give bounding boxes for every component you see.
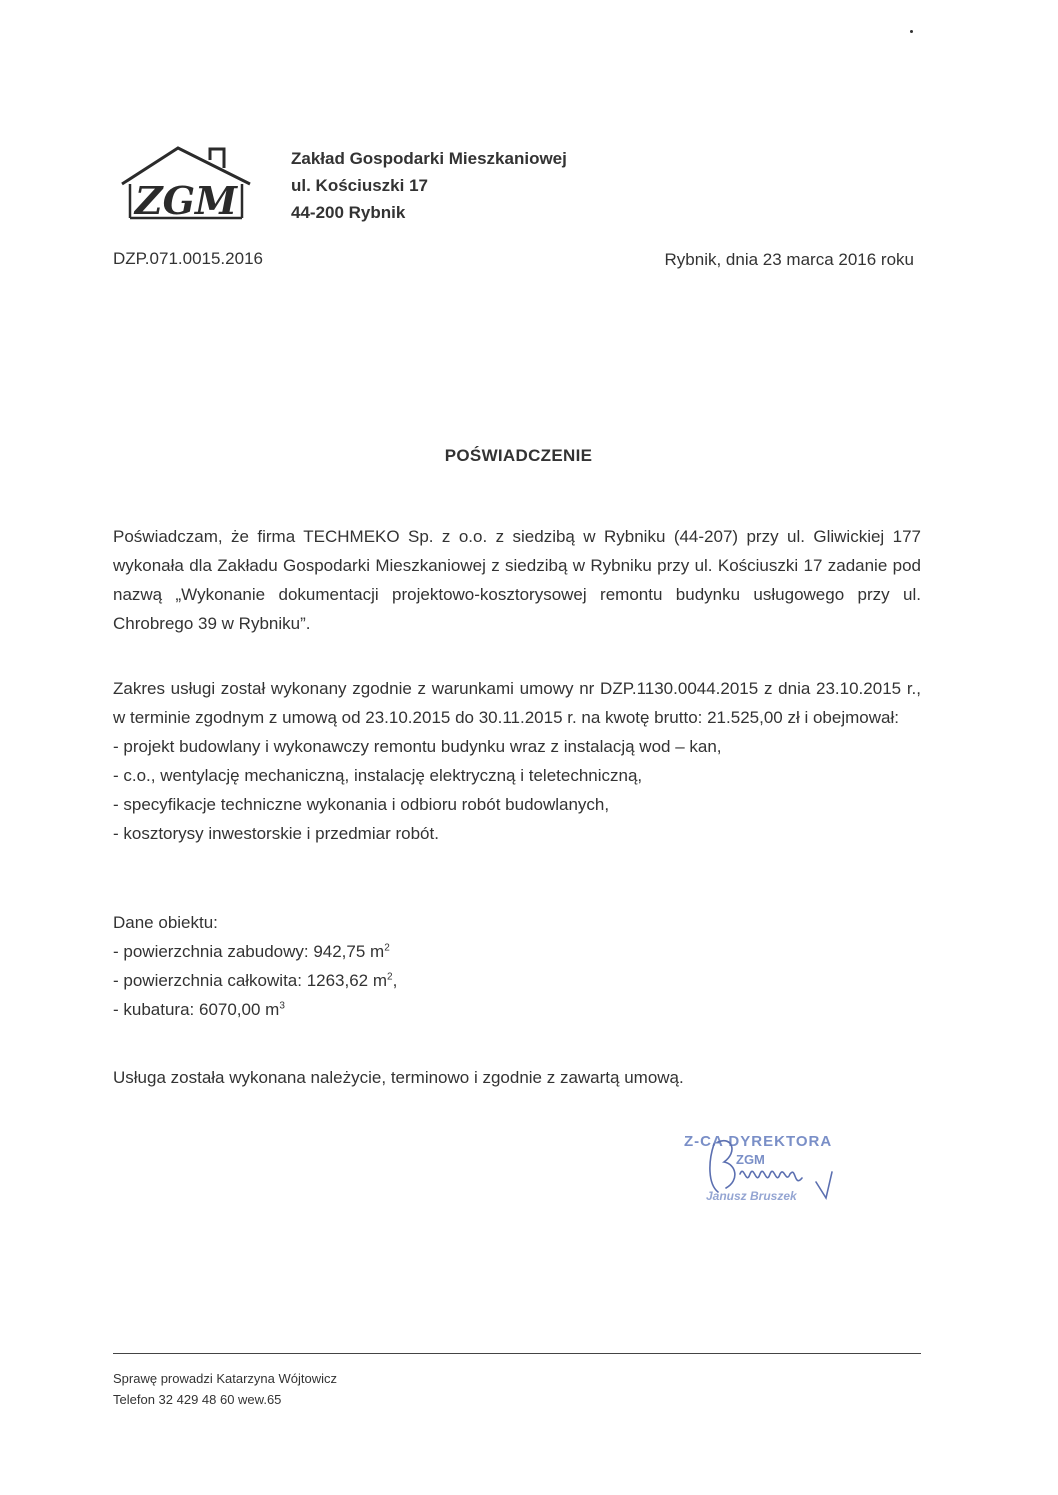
zgm-logo [118, 140, 260, 222]
list-item: - projekt budowlany i wykonawczy remontu budynku wraz z instalacją wod – kan, [113, 737, 722, 756]
list-item: - c.o., wentylację mechaniczną, instalację elektryczną i teletechniczną, [113, 766, 643, 785]
list-item: - kubatura: 6070,00 $m^3$ [113, 1000, 285, 1019]
reference-number: DZP.071.0015.2016 [113, 249, 263, 268]
list-item: - specyfikacje techniczne wykonania i odbioru robót budowlanych, [113, 795, 610, 814]
company-city: 44-200 Rybnik [291, 203, 406, 222]
signature-icon [666, 1122, 856, 1222]
house-logo-icon [118, 140, 260, 222]
company-name: Zakład Gospodarki Mieszkaniowej [291, 149, 567, 168]
stamp-title: Z-CA DYREKTORA [684, 1133, 833, 1150]
footer [113, 1368, 337, 1410]
list-item: - powierzchnia zabudowy: 942,75 $m^2$ [113, 942, 390, 961]
company-street: ul. Kościuszki 17 [291, 176, 428, 195]
paragraph-scope [113, 674, 921, 848]
stamp-org: ZGM [736, 1152, 765, 1167]
place-and-date: Rybnik, dnia 23 marca 2016 roku [664, 250, 914, 269]
director-stamp-signature [666, 1122, 856, 1222]
paragraph-certification: Poświadczam, że firma TECHMEKO Sp. z o.o. z siedzibą w Rybniku (44-207) przy ul. Gliwickiej 177 wykonała dla Zakładu Gospodarki Mieszkaniowej z siedzibą w Rybniku przy ul. Kościuszki 17 zadanie pod nazwą „Wykonanie dokumentacji projektowo-kosztorysowej remontu budynku usługowego przy ul. Chrobrego 39 w Rybniku”. [113, 527, 921, 633]
object-data [113, 908, 921, 1024]
list-item: - kosztorysy inwestorskie i przedmiar robót. [113, 824, 439, 843]
logo-text: ZGM [134, 178, 238, 222]
scope-intro: Zakres usługi został wykonany zgodnie z warunkami umowy nr DZP.1130.0044.2015 z dnia 23.10.2015 r., w terminie zgodnym z umową od 23.10.2015 do 30.11.2015 r. na kwotę brutto: 21.525,00 zł i obejmował: [113, 679, 921, 727]
scan-speck [910, 30, 913, 33]
footer-divider [113, 1353, 921, 1354]
stamp-name: Janusz Bruszek [706, 1189, 797, 1203]
object-data-heading: Dane obiektu: [113, 913, 218, 932]
closing-statement: Usługa została wykonana należycie, terminowo i zgodnie z zawartą umową. [113, 1068, 684, 1087]
company-address [291, 145, 567, 226]
contact-phone: Telefon 32 429 48 60 wew.65 [113, 1392, 282, 1407]
document-title: POŚWIADCZENIE [444, 446, 593, 465]
list-item: - powierzchnia całkowita: 1263,62 $m^2$, [113, 971, 398, 990]
case-handler: Sprawę prowadzi Katarzyna Wójtowicz [113, 1371, 337, 1386]
